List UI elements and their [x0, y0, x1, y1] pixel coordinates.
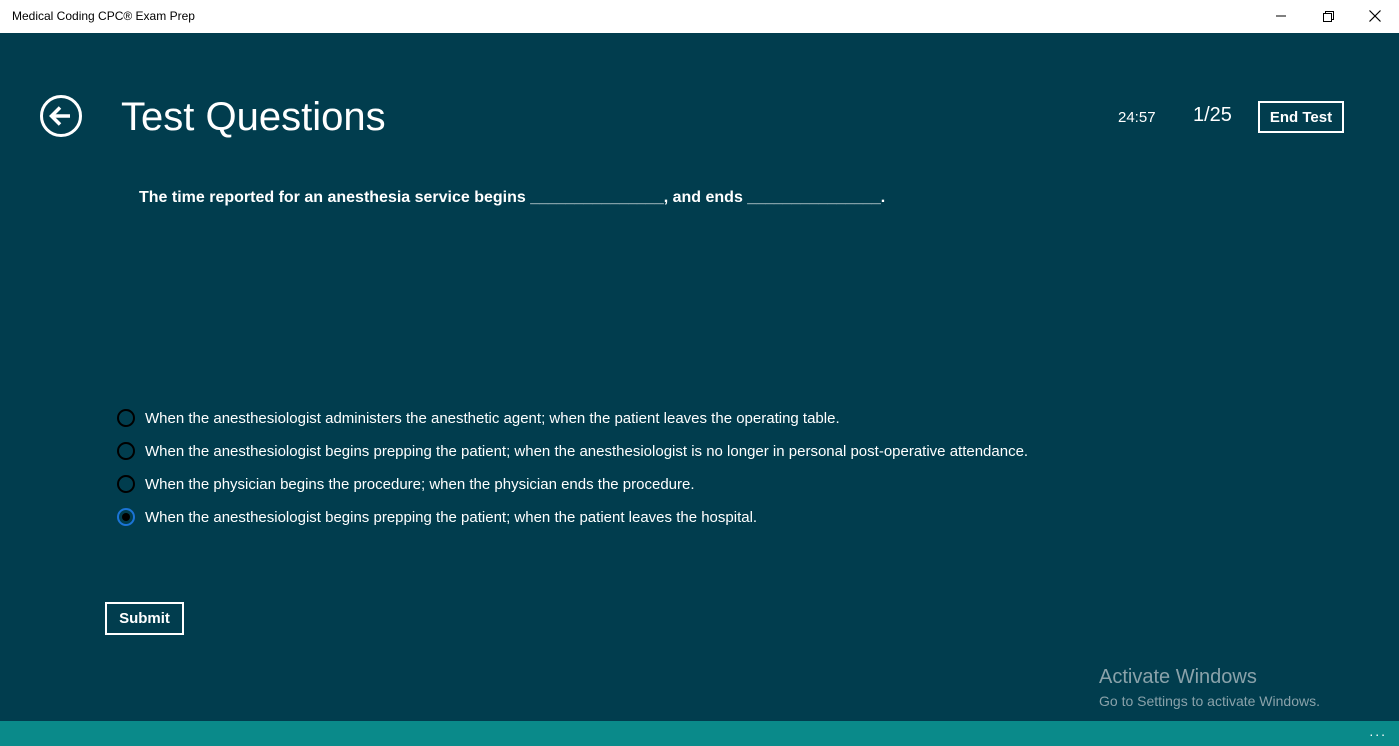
question-text: The time reported for an anesthesia service begins _______________, and ends _______________. — [139, 189, 886, 206]
answer-option-4[interactable] — [117, 506, 757, 528]
radio-button[interactable] — [117, 409, 135, 427]
minimize-icon — [1276, 11, 1286, 21]
close-button[interactable] — [1352, 0, 1398, 32]
answer-option-2[interactable] — [117, 440, 1028, 462]
submit-button[interactable]: Submit — [105, 602, 184, 635]
question-counter: 1/25 — [1193, 104, 1232, 126]
page-title: Test Questions — [121, 95, 386, 139]
back-button[interactable] — [40, 95, 82, 137]
minimize-button[interactable] — [1258, 0, 1304, 32]
timer: 24:57 — [1118, 109, 1156, 126]
app-bar — [0, 721, 1399, 746]
radio-button[interactable] — [117, 475, 135, 493]
radio-button-selected[interactable] — [117, 508, 135, 526]
end-test-button[interactable]: End Test — [1258, 101, 1344, 133]
maximize-icon — [1323, 11, 1334, 22]
answer-option-label: When the physician begins the procedure; when the physician ends the procedure. — [145, 475, 695, 493]
window-title: Medical Coding CPC® Exam Prep — [12, 9, 195, 23]
answer-option-label: When the anesthesiologist begins prepping the patient; when the anesthesiologist is no longer in personal post-operative attendance. — [145, 442, 1029, 460]
app-body — [0, 33, 1399, 721]
maximize-button[interactable] — [1305, 0, 1351, 32]
activation-watermark-subtitle: Go to Settings to activate Windows. — [1099, 693, 1320, 709]
title-bar — [0, 0, 1399, 33]
close-icon — [1369, 10, 1381, 22]
back-arrow-icon — [40, 95, 82, 137]
activation-watermark-title: Activate Windows — [1099, 666, 1257, 688]
answer-option-1[interactable] — [117, 407, 840, 429]
answer-option-label: When the anesthesiologist administers the anesthetic agent; when the patient leaves the operating table. — [145, 409, 840, 427]
answer-option-label: When the anesthesiologist begins prepping the patient; when the patient leaves the hospital. — [145, 508, 758, 526]
more-options-button[interactable]: ... — [1369, 723, 1387, 739]
answer-option-3[interactable] — [117, 473, 695, 495]
radio-button[interactable] — [117, 442, 135, 460]
